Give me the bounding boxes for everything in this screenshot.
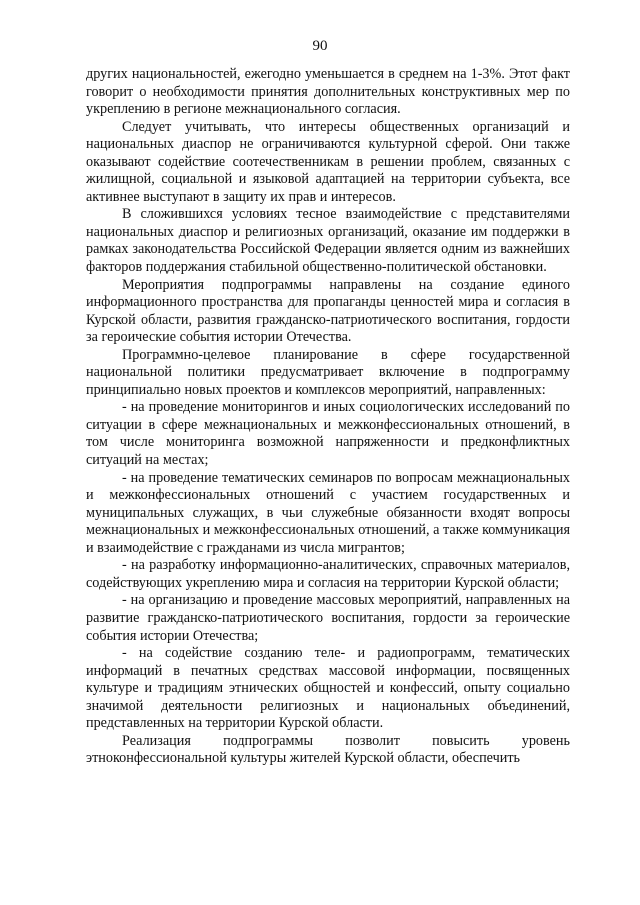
paragraph-3: В сложившихся условиях тесное взаимодействие с представителями национальных диаспор и религиозных организаций, оказание им поддержки в рамках законодательства Российской Федерации является одним из важнейших факторов поддержания стабильной общественно-политической обстановки. [86, 206, 570, 276]
page-number: 90 [312, 38, 328, 54]
paragraph-1: других национальностей, ежегодно уменьшается в среднем на 1-3%. Этот факт говорит о необходимости принятия дополнительных конструктивных мер по укреплению в регионе межнационального согласия. [86, 66, 570, 118]
body-text [86, 66, 570, 768]
paragraph-5: Программно-целевое планирование в сфере государственной национальной политики предусматривает включение в подпрограмму принципиально новых проектов и комплексов мероприятий, направленных: [86, 346, 570, 398]
list-item-media: - на содействие созданию теле- и радиопрограмм, тематических информаций в печатных средствах массовой информации, посвященных культуре и традициям этнических общностей и конфессий, опыту социально значимой деятельности религиозных и национальных объединений, представленных на территории Курской области. [86, 645, 570, 732]
list-item-monitoring: - на проведение мониторингов и иных социологических исследований по ситуации в сфере межнациональных и межконфессиональных отношений, в том числе мониторинга возможной напряженности и предконфликтных ситуаций на местах; [86, 399, 570, 469]
list-item-events: - на организацию и проведение массовых мероприятий, направленных на развитие гражданско-патриотического воспитания, гордости за героические события истории Отечества; [86, 592, 570, 644]
list-item-seminars: - на проведение тематических семинаров по вопросам межнациональных и межконфессиональных отношений с участием государственных и муниципальных служащих, в чьи служебные обязанности входят вопросы межнациональных и межконфессиональных отношений, а также коммуникация и взаимодействие с гражданами из числа мигрантов; [86, 469, 570, 556]
paragraph-4: Мероприятия подпрограммы направлены на создание единого информационного пространства для пропаганды ценностей мира и согласия в Курской области, развития гражданско-патриотического воспитания, гордости за героические события истории Отечества. [86, 276, 570, 346]
paragraph-final: Реализация подпрограммы позволит повысить уровень этноконфессиональной культуры жителей Курской области, обеспечить [86, 732, 570, 767]
paragraph-2: Следует учитывать, что интересы общественных организаций и национальных диаспор не ограничиваются культурной сферой. Они также оказывают содействие соотечественникам в решении проблем, связанных с жилищной, социальной и языковой адаптацией на территории субъекта, все активнее выступают в защиту их прав и интересов. [86, 118, 570, 205]
list-item-materials: - на разработку информационно-аналитических, справочных материалов, содействующих укреплению мира и согласия на территории Курской области; [86, 557, 570, 591]
